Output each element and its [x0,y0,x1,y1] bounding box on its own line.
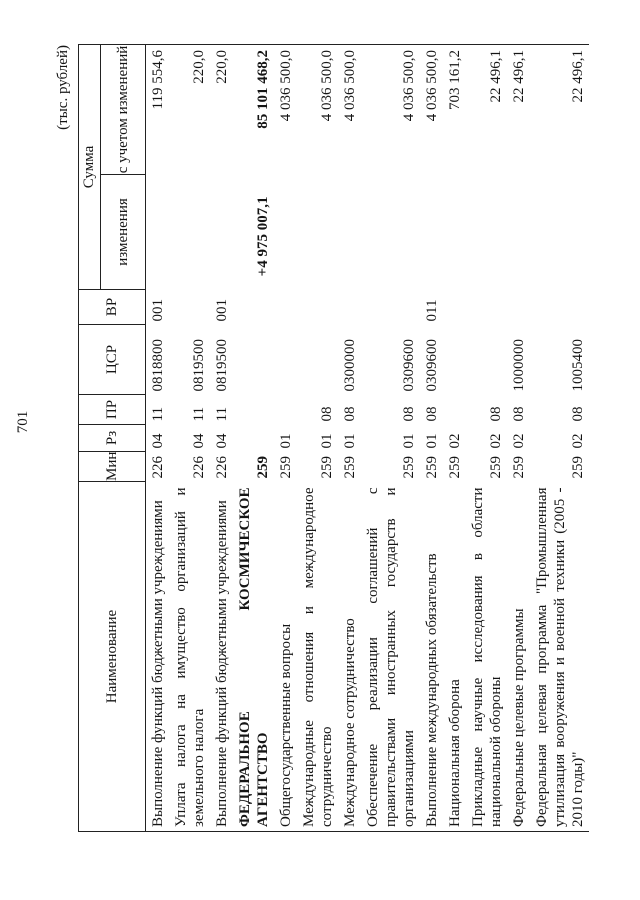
cell-csr: 0300000 [342,339,358,392]
cell-pr: 08 [488,406,504,422]
cell-min: 259 [255,456,271,479]
cell-csr: 0309600 [401,339,417,392]
cell-min: 259 [570,456,586,479]
cell-vr [361,290,420,325]
header-csr: ЦСР [79,325,146,395]
cell-rz: 02 [570,433,586,449]
cell-min: 259 [511,456,527,479]
cell-min: 259 [342,456,358,479]
cell-vr [274,290,297,325]
cell-min: 259 [319,456,335,479]
cell-total: 22 496,1 [466,44,507,174]
budget-table [78,44,589,832]
cell-change [146,175,170,290]
cell-vr [443,290,466,325]
cell-total: 4 036 500,0 [361,44,420,174]
cell-vr [507,290,530,325]
cell-pr: 08 [401,406,417,422]
table-row [274,44,297,831]
cell-rz: 04 [214,433,230,449]
cell-vr [233,290,274,325]
cell-rz: 01 [401,433,417,449]
cell-name: Федеральная целевая программа "Промышленная утилизация вооружения и военной техники (2005 - 2010 годы)" [530,482,589,832]
cell-pr: 08 [424,406,440,422]
header-name: Наименование [79,482,146,832]
table-row [338,44,361,831]
cell-change [466,175,507,290]
table-row [530,44,589,831]
cell-change [169,175,210,290]
cell-csr [466,325,507,395]
cell-vr [530,290,589,325]
cell-vr [169,290,210,325]
cell-rz: 02 [447,433,463,449]
cell-rz [233,425,274,452]
cell-vr [466,290,507,325]
cell-rz: 02 [511,433,527,449]
cell-csr: 1000000 [511,339,527,392]
header-change: изменения [101,175,146,290]
cell-total: 703 161,2 [443,44,466,174]
cell-total: 119 554,6 [146,44,170,174]
cell-pr [443,395,466,425]
cell-change [530,175,589,290]
header-pr: ПР [79,395,146,425]
cell-vr [338,290,361,325]
cell-total: 220,0 [169,44,210,174]
table-row [420,44,443,831]
cell-min: 226 [214,456,230,479]
cell-change [210,175,233,290]
table-row [443,44,466,831]
cell-name: Обеспечение реализации соглашений с правительствами иностранных государств и организациями [361,482,420,832]
table-row [146,44,170,831]
table-body [146,44,590,831]
cell-min: 259 [401,456,417,479]
cell-csr [443,325,466,395]
header-with-change: с учетом изменений [101,44,146,174]
table-row [297,44,338,831]
table-row [233,44,274,831]
cell-change [443,175,466,290]
cell-rz: 01 [342,433,358,449]
cell-rz: 01 [278,433,294,449]
units-note: (тыс. рублей) [55,45,71,130]
cell-csr [274,325,297,395]
header-vr: ВР [79,290,146,325]
cell-name: Прикладные научные исследования в области национальной обороны [466,482,507,832]
cell-name: Общегосударственные вопросы [274,482,297,832]
cell-total: 4 036 500,0 [420,44,443,174]
cell-min: 259 [424,456,440,479]
header-min: Мин [79,452,146,482]
cell-pr: 11 [150,407,166,422]
cell-total: 4 036 500,0 [274,44,297,174]
table-row [210,44,233,831]
cell-name: Национальная оборона [443,482,466,832]
page-number: 701 [15,410,31,434]
cell-vr: 001 [150,299,166,322]
cell-min: 226 [150,456,166,479]
cell-pr: 08 [570,406,586,422]
cell-change [297,175,338,290]
header-sum: Сумма [79,44,101,289]
cell-name: ФЕДЕРАЛЬНОЕ КОСМИЧЕСКОЕ АГЕНТСТВО [233,482,274,832]
table-header [79,44,146,831]
cell-csr: 0819500 [214,339,230,392]
table-row [507,44,530,831]
cell-pr: 08 [511,406,527,422]
cell-vr: 011 [424,299,440,322]
cell-total: 22 496,1 [507,44,530,174]
cell-pr: 08 [319,406,335,422]
cell-csr [233,325,274,395]
cell-change [420,175,443,290]
cell-min: 259 [447,456,463,479]
cell-total: 220,0 [210,44,233,174]
cell-pr [233,395,274,425]
table-row [169,44,210,831]
cell-vr [297,290,338,325]
cell-change: +4 975 007,1 [255,196,271,277]
cell-pr: 11 [191,407,207,422]
cell-csr: 0818800 [150,339,166,392]
cell-pr: 08 [342,406,358,422]
cell-csr: 0819500 [191,339,207,392]
cell-total: 85 101 468,2 [233,44,274,174]
table-row [361,44,420,831]
cell-rz: 01 [424,433,440,449]
cell-csr: 1005400 [570,339,586,392]
cell-rz: 02 [488,433,504,449]
cell-vr: 001 [214,299,230,322]
cell-csr: 0309600 [424,339,440,392]
cell-total: 22 496,1 [530,44,589,174]
cell-total: 4 036 500,0 [297,44,338,174]
cell-change [507,175,530,290]
cell-change [274,175,297,290]
cell-change [338,175,361,290]
cell-name: Выполнение функций бюджетными учреждениями [210,482,233,832]
cell-name: Уплата налога на имущество организаций и земельного налога [169,482,210,832]
table-row [466,44,507,831]
cell-name: Выполнение функций бюджетными учреждениями [146,482,170,832]
cell-min: 259 [278,456,294,479]
cell-min: 259 [488,456,504,479]
cell-rz: 04 [191,433,207,449]
cell-rz: 01 [319,433,335,449]
header-rz: Рз [79,425,146,452]
cell-rz: 04 [150,433,166,449]
cell-name: Международные отношения и международное сотрудничество [297,482,338,832]
cell-pr: 11 [214,407,230,422]
cell-name: Выполнение международных обязательств [420,482,443,832]
cell-pr [274,395,297,425]
cell-min: 226 [191,456,207,479]
cell-total: 4 036 500,0 [338,44,361,174]
header-row [79,44,101,831]
cell-csr [297,325,338,395]
cell-name: Международное сотрудничество [338,482,361,832]
cell-name: Федеральные целевые программы [507,482,530,832]
cell-change [361,175,420,290]
